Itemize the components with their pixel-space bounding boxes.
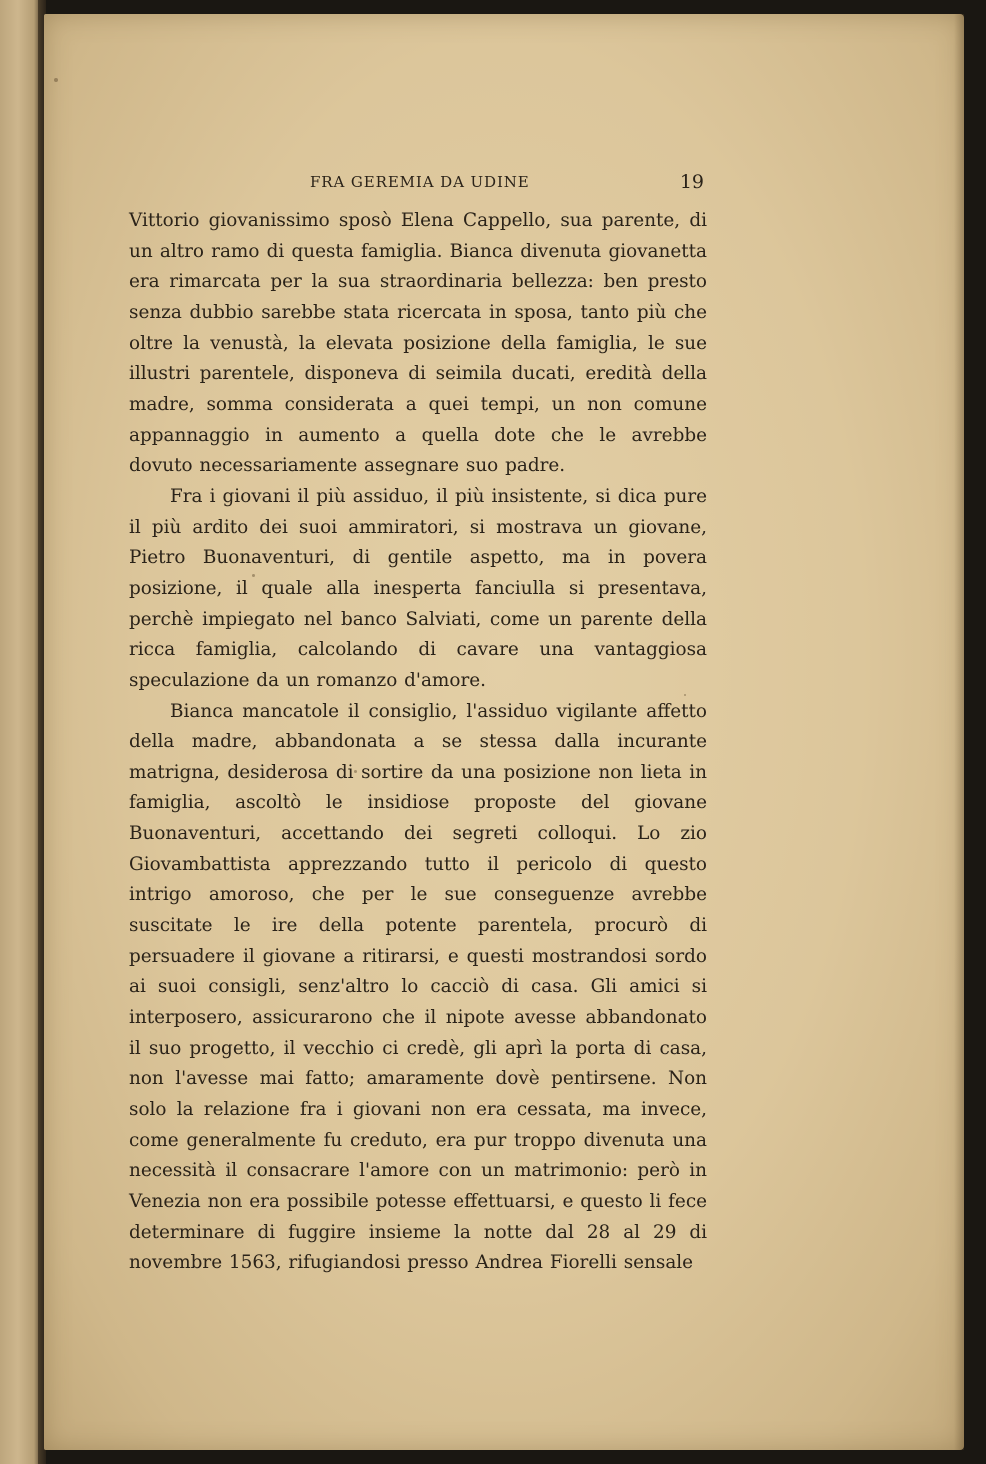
paragraph-1: Vittorio giovanissimo sposò Elena Cappello, sua parente, di un altro ramo di questa famiglia. Bianca divenuta giovanetta era rimarcata per la sua straordinaria bellezza: ben presto senza dubbio sarebbe stata ricercata in sposa, tanto più che oltre la venustà, la elevata posizione della famiglia, le sue illustri parentele, disponeva di seimila ducati, eredità della madre, somma considerata a quei tempi, un non comune appannaggio in aumento a quella dote che le avrebbe dovuto necessariamente assegnare suo padre. — [129, 210, 707, 477]
paragraph-2: Fra i giovani il più assiduo, il più insistente, si dica pure il più ardito dei suoi ammiratori, si mostrava un giovane, Pietro Buonaventuri, di gentile aspetto, ma in povera posizione, il quale alla inesperta fanciulla si presentava, perchè impiegato nel banco Salviati, come un parente della ricca famiglia, calcolando di cavare una vantaggiosa speculazione da un romanzo d'amore. — [129, 485, 707, 691]
previous-page-edge — [0, 0, 40, 1464]
running-head — [130, 173, 704, 195]
page-number: 19 — [679, 171, 704, 193]
body-text — [129, 206, 707, 1279]
paper-speck — [54, 78, 58, 82]
running-title: FRA GEREMIA DA UDINE — [310, 173, 530, 191]
paragraph-3: Bianca mancatole il consiglio, l'assiduo vigilante affetto della madre, abbandonata a se stessa dalla incurante matrigna, desiderosa di sortire da una posizione non lieta in famiglia, ascoltò le insidiose proposte del giovane Buonaventuri, accettando dei segreti colloqui. Lo zio Giovambattista apprezzando tutto il pericolo di questo intrigo amoroso, che per le sue conseguenze avrebbe suscitate le ire della potente parentela, procurò di persuadere il giovane a ritirarsi, e questi mostrandosi sordo ai suoi consigli, senz'altro lo cacciò di casa. Gli amici si interposero, assicurarono che il nipote avesse abbandonato il suo progetto, il vecchio ci credè, gli aprì la porta di casa, non l'avesse mai fatto; amaramente dovè pentirsene. Non solo la relazione fra i giovani non era cessata, ma invece, come generalmente fu creduto, era pur troppo divenuta una necessità il consacrare l'amore con un matrimonio: però in Venezia non era possibile potesse effettuarsi, e questo li fece determinare di fuggire insieme la notte dal 28 al 29 di novembre 1563, rifugiandosi presso Andrea Fiorelli sensale — [129, 700, 707, 1274]
page-edge-shadow — [954, 14, 964, 1450]
